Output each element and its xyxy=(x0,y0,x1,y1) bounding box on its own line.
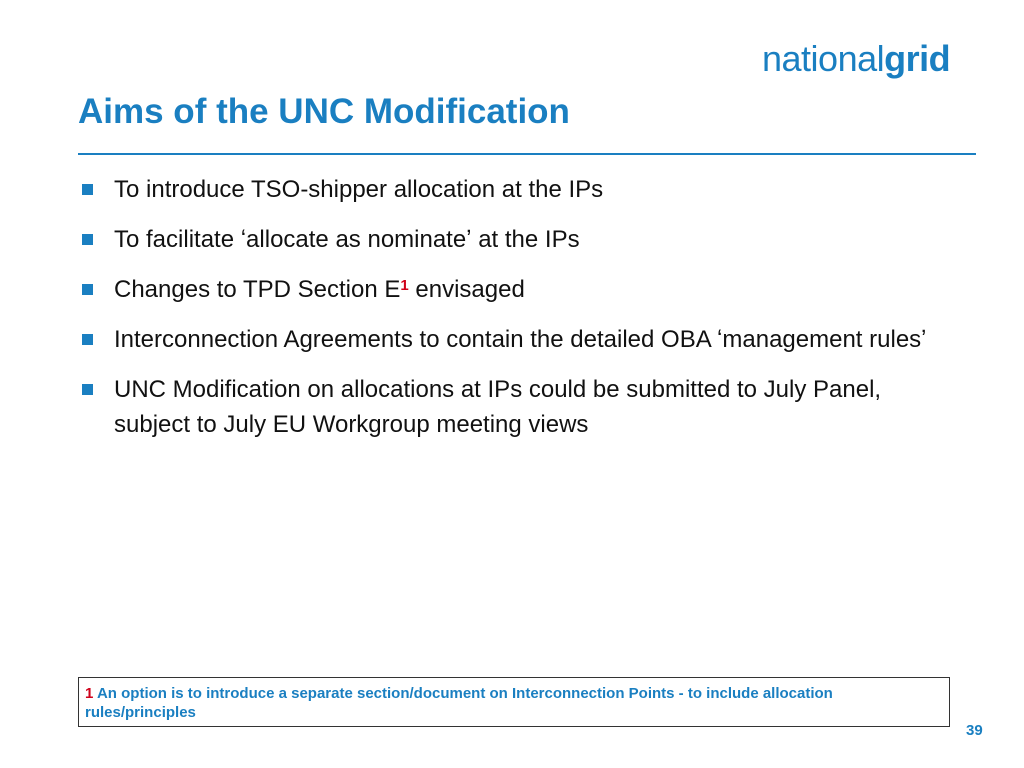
logo-text-national: national xyxy=(762,38,885,79)
page-number: 39 xyxy=(966,722,983,739)
logo-text-grid: grid xyxy=(884,38,951,79)
square-bullet-icon xyxy=(82,184,93,195)
square-bullet-icon xyxy=(82,234,93,245)
bullet-text: Interconnection Agreements to contain the detailed OBA ʻmanagement rulesʼ xyxy=(114,326,927,353)
bullet-item xyxy=(82,172,962,207)
square-bullet-icon xyxy=(82,334,93,345)
footnote-number: 1 xyxy=(85,685,94,702)
square-bullet-icon xyxy=(82,284,93,295)
bullet-item xyxy=(82,222,962,257)
nationalgrid-logo xyxy=(762,38,950,80)
footnote-text: An option is to introduce a separate section/document on Interconnection Points - to include allocation rules/principles xyxy=(85,685,833,721)
bullet-text-continued: envisaged xyxy=(408,276,525,303)
bullet-item xyxy=(82,272,962,307)
title-divider xyxy=(78,153,976,155)
bullet-item xyxy=(82,372,962,442)
footnote-box xyxy=(78,677,950,727)
bullet-text: To introduce TSO-shipper allocation at the IPs xyxy=(114,176,604,203)
footnote-reference: 1 xyxy=(400,277,409,294)
slide-title: Aims of the UNC Modification xyxy=(78,92,570,131)
bullet-list xyxy=(82,172,962,457)
bullet-text: To facilitate ʻallocate as nominateʼ at the IPs xyxy=(114,226,580,253)
bullet-item xyxy=(82,322,962,357)
bullet-text: Changes to TPD Section E xyxy=(114,276,401,303)
bullet-text: UNC Modification on allocations at IPs could be submitted to July Panel, subject to July EU Workgroup meeting views xyxy=(114,376,882,438)
square-bullet-icon xyxy=(82,384,93,395)
